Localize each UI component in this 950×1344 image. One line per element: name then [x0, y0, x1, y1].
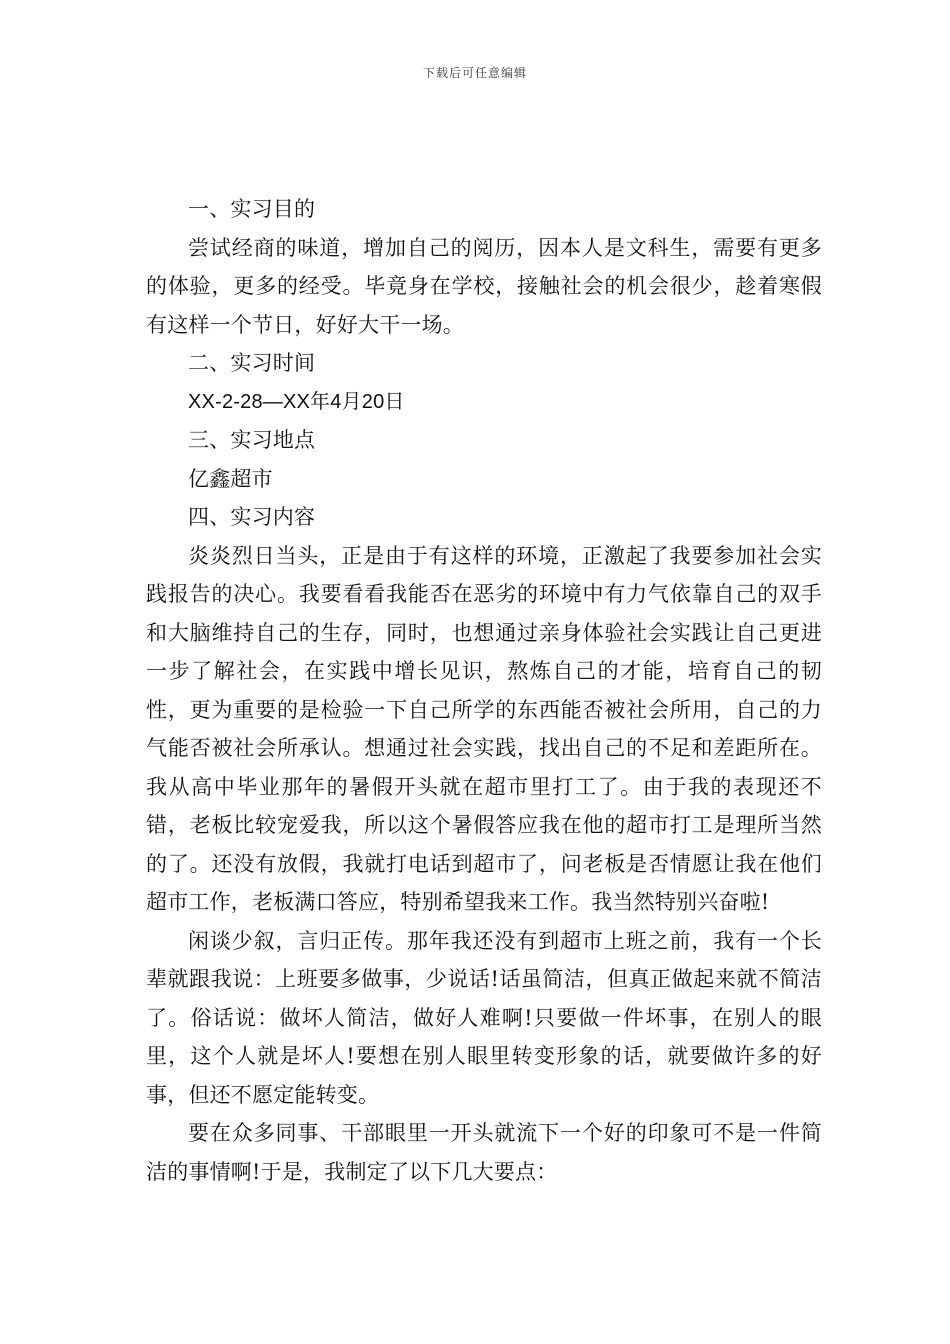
document-body: [146, 190, 822, 1191]
paragraph-time: XX-2-28—XX年4月20日: [188, 390, 405, 413]
heading-purpose: 一、实习目的: [188, 197, 316, 221]
paragraph-purpose: 尝试经商的味道，增加自己的阅历，因本人是文科生，需要有更多的体验，更多的经受。毕竟身在学校，接触社会的机会很少，趁着寒假有这样一个节日，好好大干一场。: [146, 235, 822, 337]
page-header-note: 下载后可任意编辑: [422, 66, 527, 80]
paragraph-location: 亿鑫超市: [188, 466, 273, 491]
heading-location: 三、实习地点: [188, 428, 316, 452]
paragraph-content-1: 炎炎烈日当头，正是由于有这样的环境，正激起了我要参加社会实践报告的决心。我要看看我能否在恶劣的环境中有力气依靠自己的双手和大脑维持自己的生存，同时，也想通过亲身体验社会实践让自己更进一步了解社会，在实践中增长见识，熬炼自己的才能，培育自己的韧性，更为重要的是检验一下自己所学的东西能否被社会所用，自己的力气能否被社会所承认。想通过社会实践，找出自己的不足和差距所在。我从高中毕业那年的暑假开头就在超市里打工了。由于我的表现还不错，老板比较宠爱我，所以这个暑假答应我在他的超市打工是理所当然的了。还没有放假，我就打电话到超市了，问老板是否情愿让我在他们超市工作，老板满口答应，特别希望我来工作。我当然特别兴奋啦!: [146, 543, 822, 914]
heading-content: 四、实习内容: [188, 505, 316, 529]
paragraph-content-2: 闲谈少叙，言归正传。那年我还没有到超市上班之前，我有一个长辈就跟我说：上班要多做事，少说话!话虽简洁，但真正做起来就不简洁了。俗话说：做坏人简洁，做好人难啊!只要做一件坏事，在别人的眼里，这个人就是坏人!要想在别人眼里转变形象的话，就要做许多的好事，但还不愿定能转变。: [146, 928, 822, 1107]
paragraph-content-3: 要在众多同事、干部眼里一开头就流下一个好的印象可不是一件简洁的事情啊!于是，我制定了以下几大要点：: [146, 1121, 822, 1184]
heading-time: 二、实习时间: [188, 351, 316, 375]
